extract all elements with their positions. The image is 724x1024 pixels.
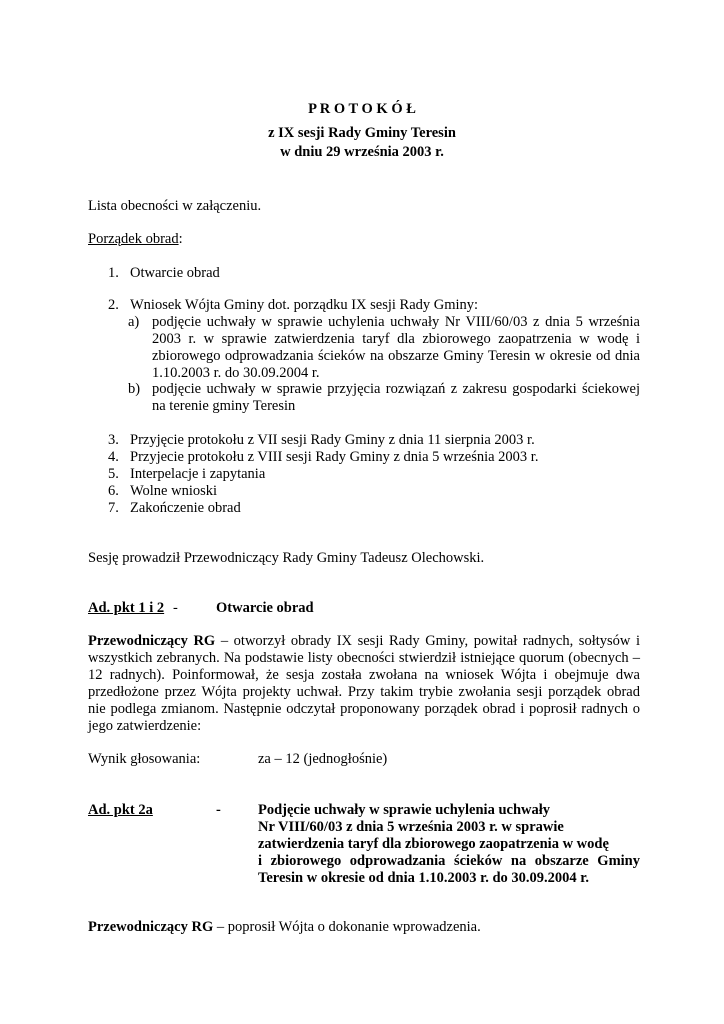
agenda-item-number: 3. [108,432,119,448]
agenda-subitem-line: 1.10.2003 r. do 30.09.2004 r. [152,365,320,381]
agenda-heading [88,231,183,248]
paragraph-line: przedłożone przez Wójta projekty uchwał. Przy takim trybie zwołania sesji porządek obrad [88,684,640,700]
section1-dash: - [173,600,178,616]
agenda-subitem-b [152,381,640,415]
agenda-item-number: 1. [108,265,119,281]
paragraph-line: 12 radnych). Poinformował, że sesja została zwołana na wniosek Wójta i obejmuje dwa [88,667,640,683]
chair-note: Sesję prowadził Przewodniczący Rady Gminy Tadeusz Olechowski. [88,550,485,566]
agenda-item-number: 6. [108,483,119,499]
paragraph-line: jego zatwierdzenie: [88,718,202,734]
attendance-note: Lista obecności w załączeniu. [88,198,262,214]
document-subtitle: z IX sesji Rady Gminy Teresin [268,125,456,141]
paragraph-line: wszystkich zebranych. Na podstawie listy obecności stwierdził istniejące quorum (obecnych – [88,650,640,666]
agenda-subitem-line: 2003 r. w sprawie zatwierdzenia taryf dla zbiorowego zaopatrzenia w wodę i [152,331,640,347]
document-title: P R O T O K Ó Ł [308,101,416,117]
section2-ref: Ad. pkt 2a [88,802,153,818]
section2-title-line: i zbiorowego odprowadzania ścieków na obszarze Gminy [258,853,640,869]
section2-title-line: Nr VIII/60/03 z dnia 5 września 2003 r. w sprawie [258,819,564,835]
agenda-subitem-line: podjęcie uchwały w sprawie przyjęcia rozwiązań z zakresu gospodarki ściekowej [152,381,640,397]
paragraph-line: nie podlega zmianom. Następnie odczytał proponowany porządek obrad i poprosił radnych o [88,701,640,717]
section2-paragraph [88,919,481,936]
agenda-item-text: Zakończenie obrad [130,500,241,516]
agenda-subitem-line: podjęcie uchwały w sprawie uchylenia uchwały Nr VIII/60/03 z dnia 5 września [152,314,640,330]
agenda-item-number: 4. [108,449,119,465]
section2-title-line: zatwierdzenia taryf dla zbiorowego zaopatrzenia w wodę [258,836,609,852]
agenda-item-text: Przyjęcie protokołu z VII sesji Rady Gminy z dnia 11 sierpnia 2003 r. [130,432,535,448]
agenda-heading-label: Porządek obrad [88,231,179,247]
section2-title-line: Podjęcie uchwały w sprawie uchylenia uchwały [258,802,551,818]
section1-paragraph [88,633,640,735]
agenda-item-text: Wolne wnioski [130,483,218,499]
paragraph-line [88,633,640,650]
agenda-item-text: Interpelacje i zapytania [130,466,266,482]
agenda-item-number: 7. [108,500,119,516]
agenda-item-text: Wniosek Wójta Gminy dot. porządku IX sesji Rady Gminy: [130,297,479,313]
section1-title: Otwarcie obrad [216,600,314,616]
agenda-subitem-line: na terenie gminy Teresin [152,398,296,414]
agenda-subitem-letter: b) [128,381,141,397]
agenda-heading-colon: : [178,231,183,247]
vote-label: Wynik głosowania: [88,751,201,767]
document-date: w dniu 29 września 2003 r. [280,144,444,160]
section2-speaker: Przewodniczący RG [88,919,214,935]
agenda-subitem-letter: a) [128,314,140,330]
agenda-item-number: 5. [108,466,119,482]
section2-title [258,802,640,887]
paragraph-text: – otworzył obrady IX sesji Rady Gminy, powitał radnych, sołtysów i [215,633,640,649]
section1-ref: Ad. pkt 1 i 2 [88,600,165,616]
section2-title-line: Teresin w okresie od dnia 1.10.2003 r. do 30.09.2004 r. [258,870,589,886]
agenda-subitem-line: zbiorowego odprowadzania ścieków na obszarze Gminy Teresin w okresie od dnia [152,348,640,364]
section2-dash: - [216,802,221,818]
agenda-subitem-a [152,314,640,382]
agenda-item-text: Otwarcie obrad [130,265,220,281]
vote-result: za – 12 (jednogłośnie) [258,751,388,767]
agenda-item-number: 2. [108,297,119,313]
agenda-item-text: Przyjecie protokołu z VIII sesji Rady Gminy z dnia 5 września 2003 r. [130,449,539,465]
section2-text: – poprosił Wójta o dokonanie wprowadzenia. [213,919,481,935]
section1-speaker: Przewodniczący RG [88,633,216,649]
